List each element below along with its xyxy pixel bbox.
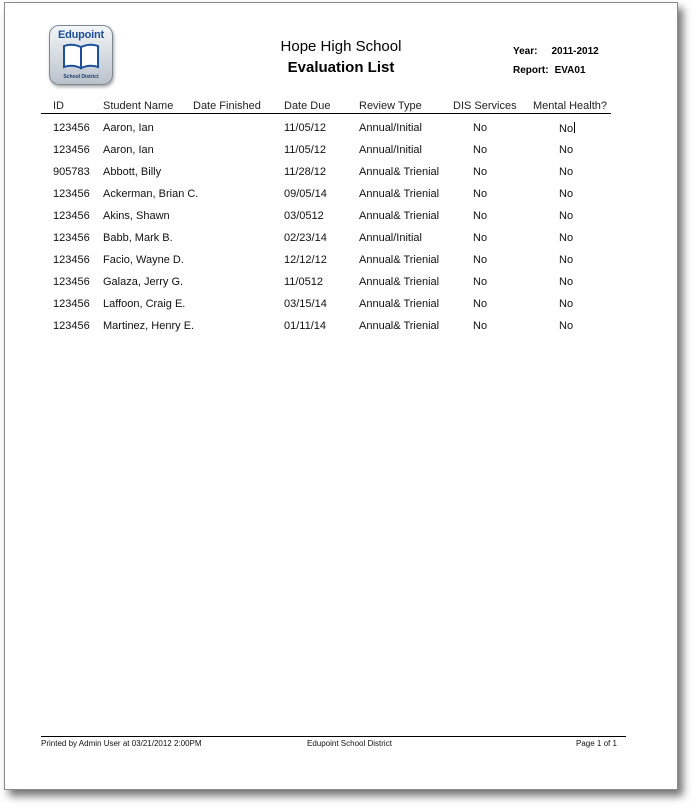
table-row [5, 232, 677, 254]
footer-divider [41, 736, 626, 737]
cell-review-type: Annual& Trienial [359, 320, 440, 332]
cell-review-type: Annual/Initial [359, 144, 422, 156]
cell-student-name: Aaron, Ian [103, 122, 154, 134]
table-row [5, 166, 677, 188]
cell-date-due: 02/23/14 [284, 232, 327, 244]
column-header-student-name: Student Name [103, 100, 174, 112]
report-code-field [513, 65, 586, 76]
table-row [5, 144, 677, 166]
report-code-value: EVA01 [554, 65, 586, 76]
cell-date-due: 11/0512 [284, 276, 323, 288]
column-header-mental-health: Mental Health? [533, 100, 607, 112]
page-number: Page 1 of 1 [576, 739, 617, 748]
report-label: Report: [513, 65, 549, 76]
cell-date-due: 03/0512 [284, 210, 324, 222]
table-row [5, 188, 677, 210]
cell-student-name: Galaza, Jerry G. [103, 276, 184, 288]
cell-student-name: Aaron, Ian [103, 144, 154, 156]
cell-date-due: 11/05/12 [284, 144, 327, 156]
cell-id: 123456 [53, 320, 90, 332]
cell-id: 123456 [53, 276, 90, 288]
table-row [5, 276, 677, 298]
cell-student-name: Abbott, Billy [103, 166, 162, 178]
cell-date-due: 11/05/12 [284, 122, 327, 134]
cell-mental-health: No [559, 210, 574, 222]
cell-id: 123456 [53, 298, 90, 310]
cell-date-due: 11/28/12 [284, 166, 327, 178]
column-header-id: ID [53, 100, 64, 112]
year-label: Year: [513, 46, 538, 57]
cell-id: 123456 [53, 144, 90, 156]
school-name: Hope High School [280, 38, 402, 55]
edupoint-logo [49, 25, 113, 85]
cell-id: 905783 [53, 166, 90, 178]
column-header-review-type: Review Type [359, 100, 422, 112]
cell-student-name: Facio, Wayne D. [103, 254, 184, 266]
cell-date-due: 01/11/14 [284, 320, 327, 332]
cell-dis-services: No [473, 188, 488, 200]
cell-id: 123456 [53, 122, 90, 134]
column-header-dis-services: DIS Services [453, 100, 517, 112]
cell-dis-services: No [473, 298, 488, 310]
cell-review-type: Annual& Trienial [359, 276, 440, 288]
cell-mental-health: No [559, 298, 574, 310]
cell-dis-services: No [473, 232, 488, 244]
cell-dis-services: No [473, 122, 488, 134]
table-row [5, 210, 677, 232]
district-name: Edupoint School District [307, 739, 392, 748]
cell-id: 123456 [53, 254, 90, 266]
table-row [5, 254, 677, 276]
cell-mental-health: No [559, 188, 574, 200]
cell-dis-services: No [473, 320, 488, 332]
cell-dis-services: No [473, 166, 488, 178]
cell-review-type: Annual& Trienial [359, 298, 440, 310]
column-header-date-finished: Date Finished [193, 100, 261, 112]
cell-review-type: Annual/Initial [359, 232, 422, 244]
cell-mental-health: No [559, 276, 574, 288]
cell-mental-health: No [559, 232, 574, 244]
cell-student-name: Ackerman, Brian C. [103, 188, 199, 200]
cell-student-name: Laffoon, Craig E. [103, 298, 186, 310]
column-header-date-due: Date Due [284, 100, 331, 112]
text-cursor [574, 122, 575, 133]
cell-mental-health: No [559, 254, 574, 266]
cell-mental-health: No [559, 123, 574, 135]
cell-student-name: Martinez, Henry E. [103, 320, 195, 332]
header-divider [41, 113, 611, 114]
report-title: Evaluation List [287, 59, 395, 76]
cell-student-name: Akins, Shawn [103, 210, 170, 222]
cell-student-name: Babb, Mark B. [103, 232, 173, 244]
cell-mental-health: No [559, 144, 574, 156]
table-row [5, 298, 677, 320]
printed-by-text: Printed by Admin User at 03/21/2012 2:00PM [41, 739, 202, 748]
cell-dis-services: No [473, 144, 488, 156]
report-page [4, 2, 678, 790]
year-value: 2011-2012 [551, 46, 599, 57]
cell-mental-health: No [559, 166, 574, 178]
cell-date-due: 12/12/12 [284, 254, 327, 266]
cell-dis-services: No [473, 276, 488, 288]
cell-mental-health: No [559, 320, 574, 332]
cell-id: 123456 [53, 210, 90, 222]
logo-wordmark: Edupoint [57, 29, 105, 41]
cell-review-type: Annual& Trienial [359, 254, 440, 266]
cell-review-type: Annual/Initial [359, 122, 422, 134]
table-row [5, 320, 677, 342]
cell-date-due: 03/15/14 [284, 298, 327, 310]
year-field [513, 46, 599, 57]
logo-subtitle: School District [63, 74, 99, 80]
table-row [5, 122, 677, 144]
cell-review-type: Annual& Trienial [359, 166, 440, 178]
cell-id: 123456 [53, 188, 90, 200]
cell-dis-services: No [473, 254, 488, 266]
cell-dis-services: No [473, 210, 488, 222]
cell-review-type: Annual& Trienial [359, 210, 440, 222]
cell-review-type: Annual& Trienial [359, 188, 440, 200]
cell-id: 123456 [53, 232, 90, 244]
cell-date-due: 09/05/14 [284, 188, 327, 200]
